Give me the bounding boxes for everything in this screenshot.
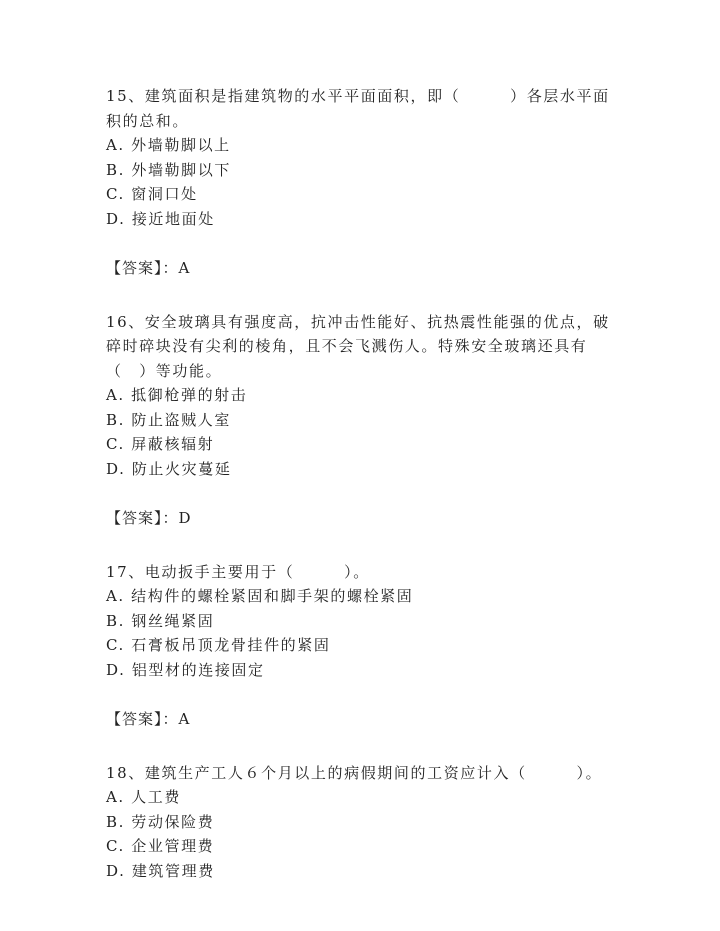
option-d: D. 防止火灾蔓延 — [106, 459, 232, 478]
answer-label: 【答案】：A — [106, 259, 191, 277]
option-b: B. 外墙勒脚以下 — [106, 160, 231, 179]
option-d: D. 铝型材的连接固定 — [106, 660, 265, 679]
option-c: C. 窗洞口处 — [106, 185, 198, 203]
option-d: D. 建筑管理费 — [106, 861, 215, 880]
question-18 — [106, 761, 616, 884]
option-c: C. 企业管理费 — [106, 837, 215, 855]
document-body — [106, 84, 616, 912]
answer-label: 【答案】：D — [106, 509, 192, 527]
question-15 — [106, 84, 616, 281]
option-a: A. 抵御枪弹的射击 — [106, 386, 248, 404]
question-17 — [106, 560, 616, 732]
question-stem: 18、建筑生产工人６个月以上的病假期间的工资应计入（ ）。 — [106, 763, 603, 782]
option-a: A. 人工费 — [106, 788, 181, 806]
option-b: B. 劳动保险费 — [106, 812, 215, 831]
question-stem: 16、安全玻璃具有强度高，抗冲击性能好、抗热震性能强的优点，破碎时碎块没有尖利的棱角，且不会飞溅伤人。特殊安全玻璃还具有（ ）等功能。 — [106, 312, 610, 380]
option-d: D. 接近地面处 — [106, 209, 215, 228]
option-b: B. 防止盗贼人室 — [106, 410, 231, 429]
question-16 — [106, 310, 616, 531]
answer-label: 【答案】：A — [106, 710, 191, 728]
question-stem: 15、建筑面积是指建筑物的水平平面面积，即（ ）各层水平面积的总和。 — [106, 87, 610, 130]
option-a: A. 结构件的螺栓紧固和脚手架的螺栓紧固 — [106, 587, 414, 605]
option-a: A. 外墙勒脚以上 — [106, 136, 231, 154]
option-b: B. 钢丝绳紧固 — [106, 611, 215, 630]
question-stem: 17、电动扳手主要用于（ ）。 — [106, 562, 370, 581]
option-c: C. 屏蔽核辐射 — [106, 435, 215, 453]
option-c: C. 石膏板吊顶龙骨挂件的紧固 — [106, 636, 331, 654]
